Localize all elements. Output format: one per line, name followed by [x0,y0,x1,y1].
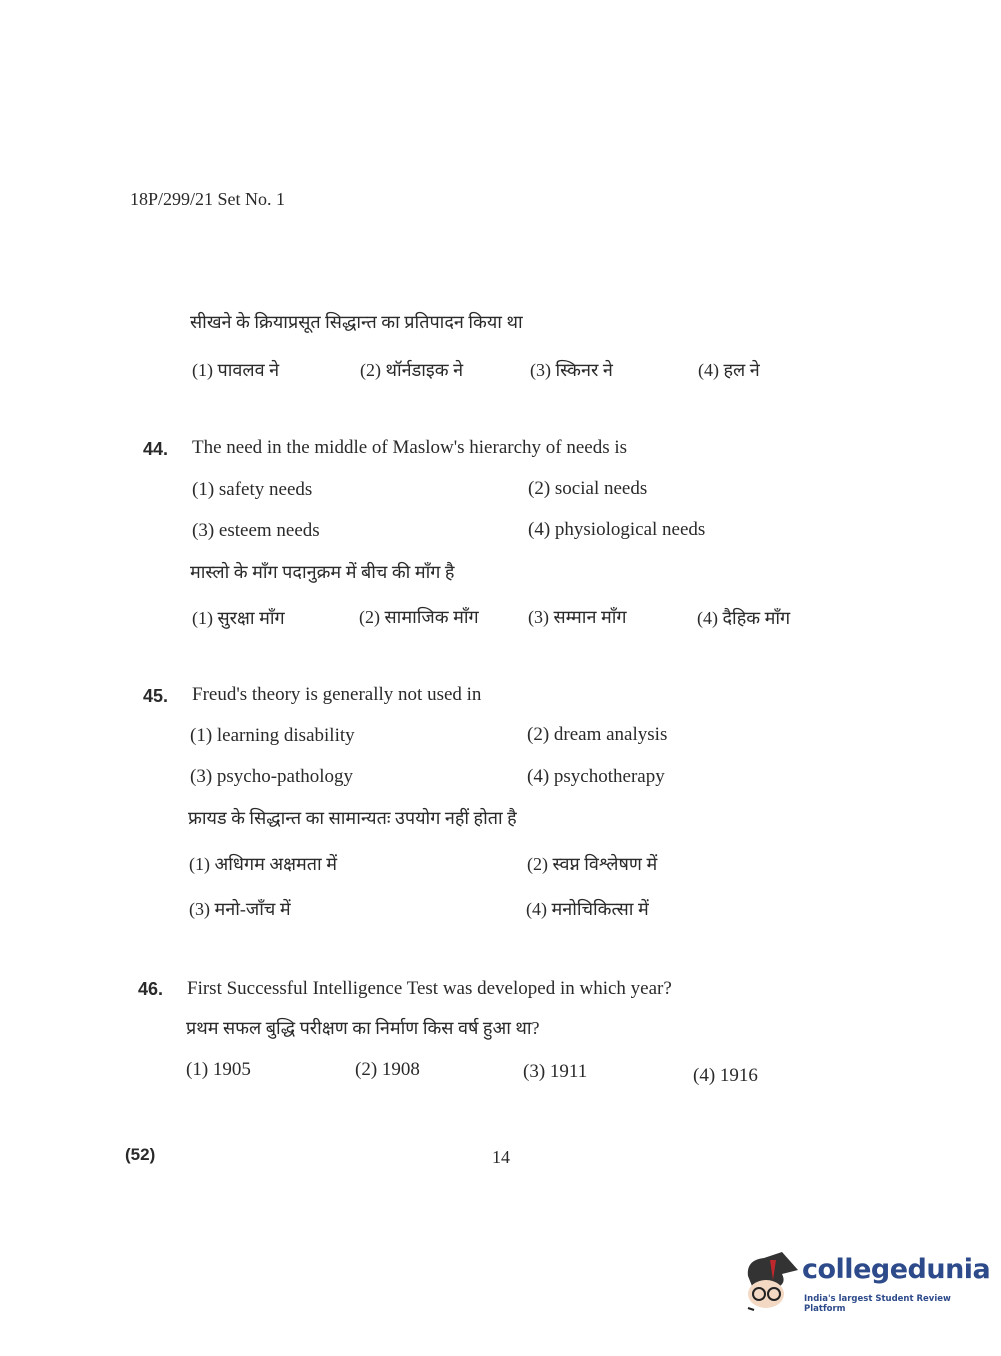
option: (3) psycho-pathology [190,766,354,787]
option: (1) पावलव ने [192,360,280,380]
option: (2) social needs [528,478,648,499]
option: (3) esteem needs [192,520,320,541]
option: (2) dream analysis [527,724,668,745]
option: (2) स्वप्न विश्लेषण में [527,854,658,874]
option: (4) physiological needs [528,519,706,540]
option: (3) सम्मान माँग [528,607,627,627]
option: (1) learning disability [190,725,355,746]
option: (1) safety needs [192,479,313,500]
option: (4) हल ने [698,360,760,380]
option: (1) सुरक्षा माँग [192,608,285,628]
option: (2) 1908 [355,1059,420,1080]
question-45-text: Freud's theory is generally not used in [192,684,482,705]
question-44-hindi: मास्लो के माँग पदानुक्रम में बीच की माँग है [190,562,455,582]
logo-tagline: India's largest Student Review Platform [804,1294,951,1314]
option: (3) स्किनर ने [530,360,613,380]
option: (4) मनोचिकित्सा में [526,899,649,919]
question-number: 44. [143,439,169,459]
question-number: 46. [138,979,164,999]
option: (4) दैहिक माँग [697,608,791,628]
option: (3) 1911 [523,1061,588,1082]
question-45-hindi: फ्रायड के सिद्धान्त का सामान्यतः उपयोग नहीं होता है [188,808,517,828]
option: (1) अधिगम अक्षमता में [189,854,337,874]
question-number: 45. [143,686,169,706]
paper-code: 18P/299/21 Set No. 1 [130,189,286,209]
question-46-text: First Successful Intelligence Test was developed in which year? [187,978,672,999]
option: (3) मनो-जाँच में [189,899,291,919]
question-43-hindi: सीखने के क्रियाप्रसूत सिद्धान्त का प्रतिपादन किया था [190,312,523,332]
option: (1) 1905 [186,1059,251,1080]
question-46-hindi: प्रथम सफल बुद्धि परीक्षण का निर्माण किस वर्ष हुआ था? [186,1018,540,1038]
question-44-text: The need in the middle of Maslow's hierarchy of needs is [192,437,628,458]
option: (2) थॉर्नडाइक ने [360,360,464,380]
option: (2) सामाजिक माँग [359,607,479,627]
option: (4) psychotherapy [527,766,665,787]
mascot-icon [742,1250,800,1312]
collegedunia-logo [742,1250,991,1320]
option: (4) 1916 [693,1065,758,1086]
footer-code: (52) [125,1145,156,1164]
page-number: 14 [492,1147,510,1167]
logo-wordmark: collegedunia [802,1254,991,1285]
